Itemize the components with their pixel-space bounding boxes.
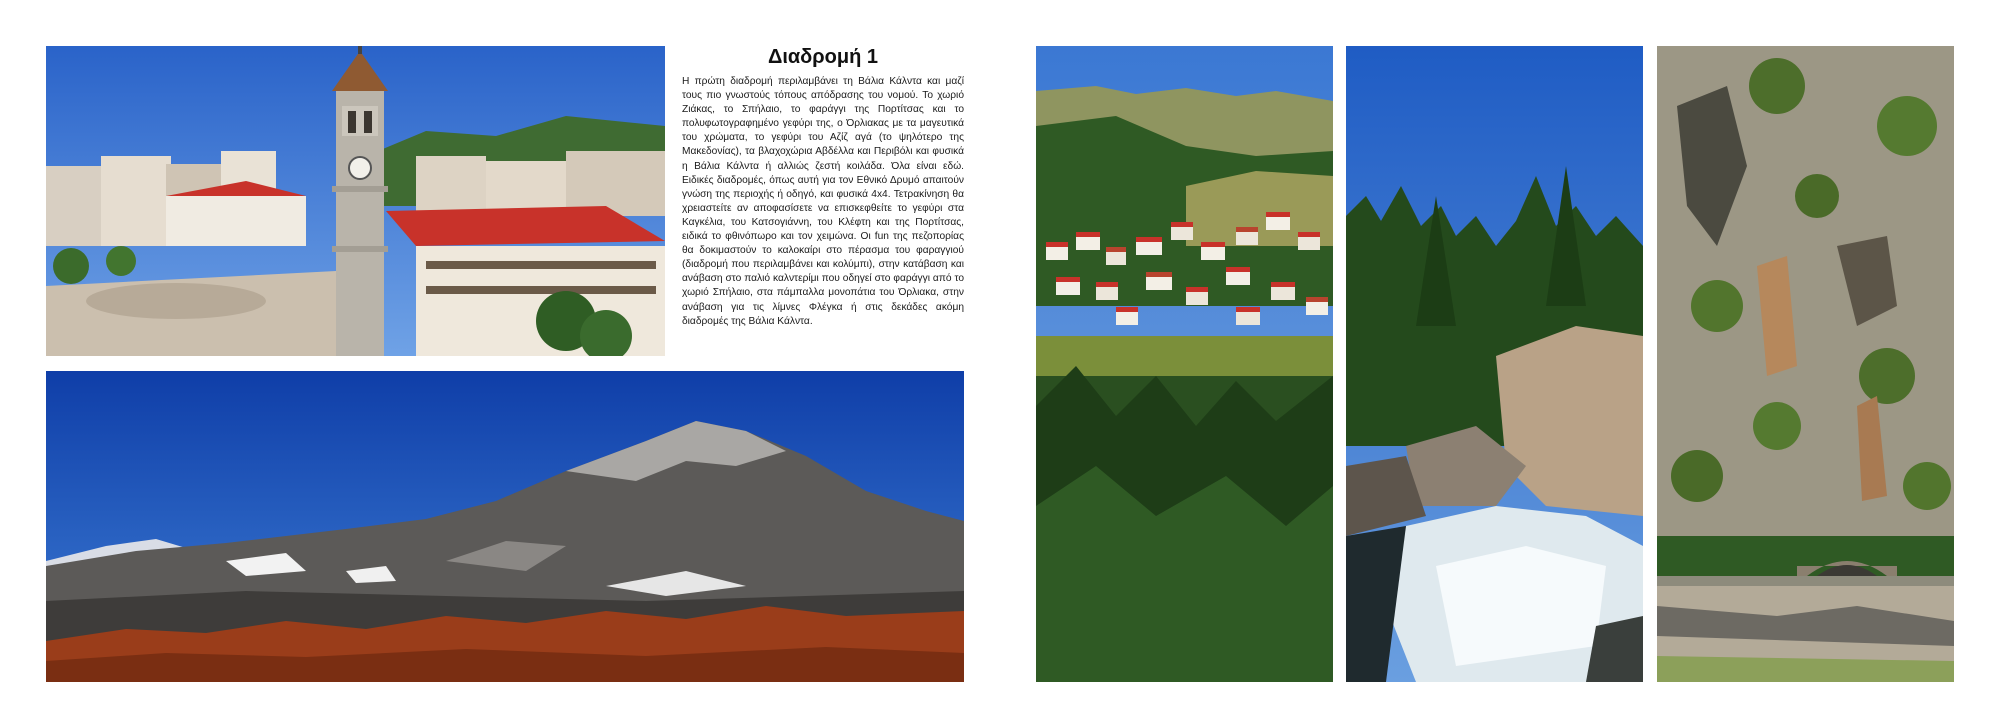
gorge-stone-bridge-photo xyxy=(1657,46,1954,682)
article-text-block xyxy=(682,46,964,329)
mountain-village-photo xyxy=(1036,46,1333,682)
article-title: Διαδρομή 1 xyxy=(767,46,879,68)
river-forest-photo xyxy=(1346,46,1643,682)
snowy-mountain-panorama-photo xyxy=(46,371,964,682)
town-square-clock-tower-photo xyxy=(46,46,665,356)
article-body: Η πρώτη διαδρομή περιλαμβάνει τη Βάλια Κάλντα και μαζί τους πιο γνωστούς τόπους απόδρασης του νομού. Το χωριό Ζιάκας, το Σπήλαιο, το φαράγγι της Πορτίτσας και το πολυφωτογραφημένο γεφύρι της, ο Όρλιακας με τα μαγευτικά του χρώματα, το γεφύρι του Αζίζ αγά (το ψηλότερο της Μακεδονίας), τα βλαχοχώρια Αβδέλλα και Περιβόλι και φυσικά η Βάλια Κάλντα ή αλλιώς ζεστή κοιλάδα. Όλα είναι εδώ. Ειδικές διαδρομές, όπως αυτή για τον Εθνικό Δρυμό απαιτούν γνώση της περιοχής ή οδηγό, και φυσικά 4x4. Τετρακίνηση θα χρειαστείτε αν αποφασίσετε να επισκεφθείτε το γεφύρι στα Καγκέλια, του Κατσογιάννη, του Κλέφτη και της Πορτίτσας, ειδικά το φθινόπωρο και τον χειμώνα. Οι fun της πεζοπορίας θα δοκιμαστούν το καλοκαίρι στο πέρασμα του φαραγγιού (διαδρομή που περιλαμβάνει και κολύμπι), στην κατάβαση και ανάβαση στο παλιό καλντερίμι που οδηγεί στο φαράγγι από το χωριό Σπήλαιο, στα πάμπαλλα μονοπάτια του Όρλιακα, στην ανάβαση για τις λίμνες Φλέγκα ή στις δεκάδες ακόμη διαδρομές της Βάλια Κάλντα. xyxy=(682,76,964,327)
